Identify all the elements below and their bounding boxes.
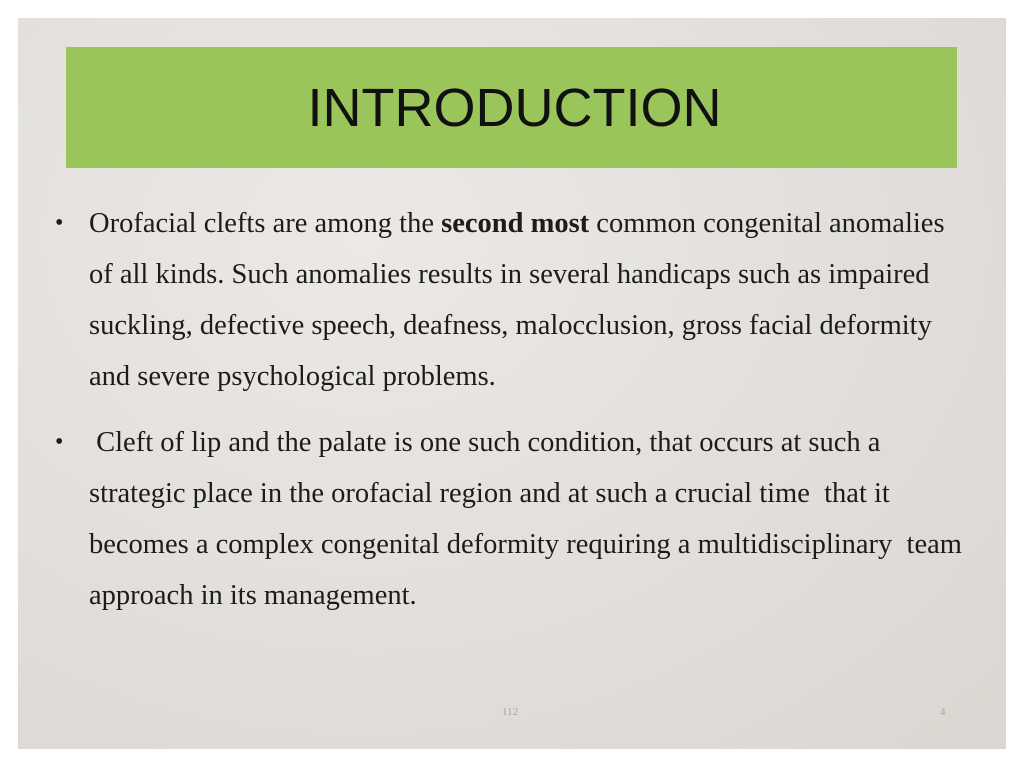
footer-center-label: 112 (502, 706, 519, 718)
bullet-item-2 (51, 417, 971, 621)
bullet-1-text-end: common congenital anomalies of all kinds. Such anomalies results in several handicaps such as impaired suckling, defective speech, deafness, malocclusion, gross facial deformity and severe psychological problems. (89, 208, 945, 392)
bullet-2-text: Cleft of lip and the palate is one such condition, that occurs at such a strategic place in the orofacial region and at such a crucial time that it becomes a complex congenital deformity requiring a multidisciplinary team approach in its management. (89, 427, 970, 611)
slide-title: INTRODUCTION (307, 77, 722, 138)
bullet-icon: • (55, 210, 64, 236)
bullet-list (51, 198, 971, 621)
bullet-1-bold-text: second most (441, 208, 590, 239)
bullet-item-1 (51, 198, 971, 402)
title-bar (66, 47, 957, 168)
page-number: 4 (940, 706, 946, 718)
slide (18, 18, 1006, 749)
bullet-1-text-start: Orofacial clefts are among the (89, 208, 442, 239)
bullet-icon: • (55, 429, 64, 455)
